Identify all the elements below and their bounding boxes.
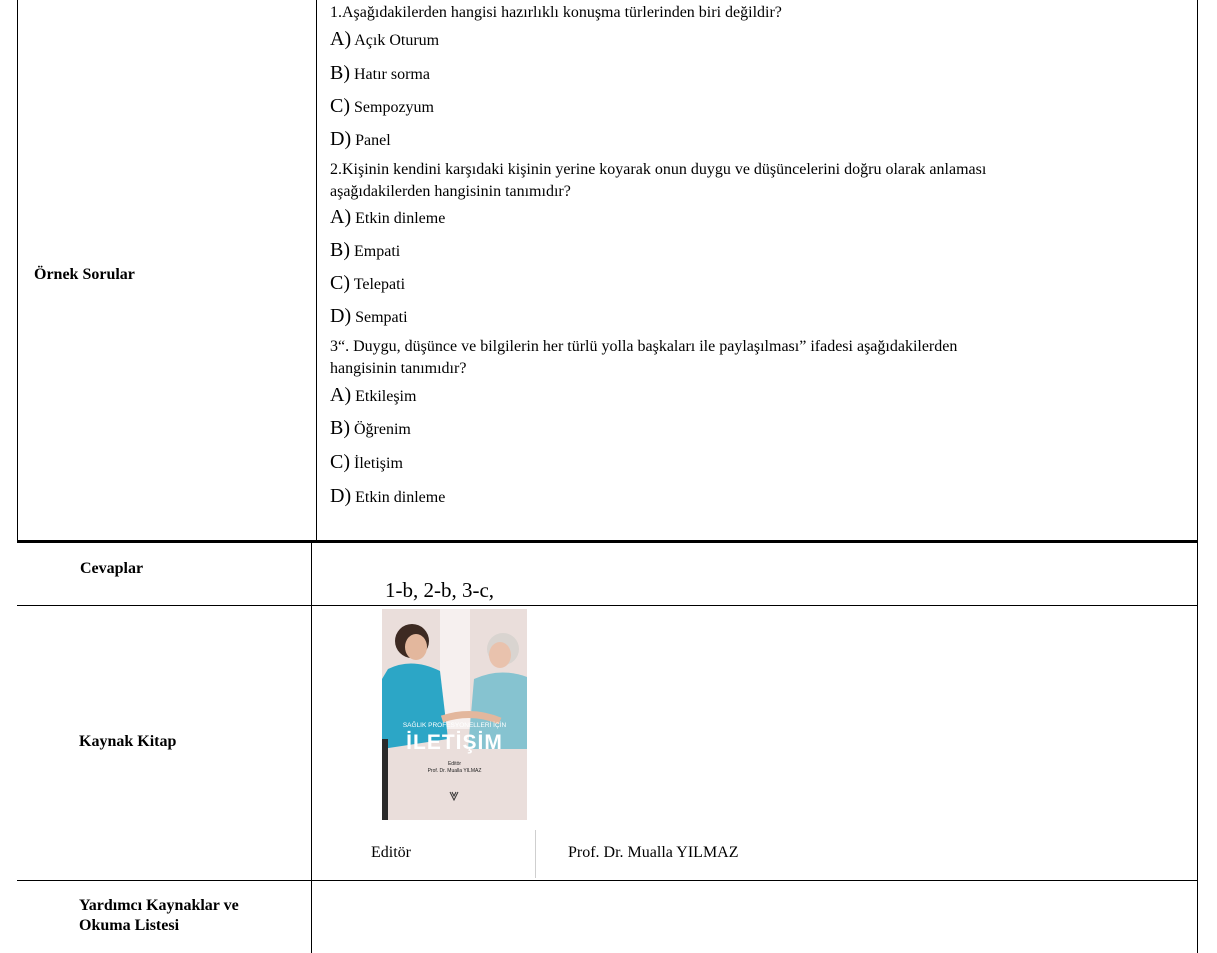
q2-option-d — [330, 305, 408, 329]
publisher-logo-icon — [448, 789, 460, 801]
yardimci-label-line1: Yardımcı Kaynaklar ve — [79, 897, 239, 914]
question-2-line-2: aşağıdakilerden hangisinin tanımıdır? — [330, 183, 571, 200]
option-letter: B) — [330, 239, 350, 261]
option-text: Etkin dinleme — [355, 210, 446, 227]
option-text: Empati — [354, 243, 401, 260]
option-text: Panel — [355, 132, 391, 149]
option-letter: D) — [330, 305, 352, 327]
inner-divider-bottom — [311, 542, 312, 953]
inner-divider-top — [316, 0, 317, 540]
ornek-sorular-label: Örnek Sorular — [34, 266, 135, 283]
cover-title: İLETİŞİM — [406, 731, 503, 754]
option-text: Öğrenim — [354, 421, 411, 438]
option-text: Açık Oturum — [354, 32, 440, 49]
cover-editor-name: Prof. Dr. Mualla YILMAZ — [427, 768, 482, 774]
option-text: Etkileşim — [355, 388, 417, 405]
question-1-text: 1.Aşağıdakilerden hangisi hazırlıklı konuşma türlerinden biri değildir? — [330, 4, 782, 21]
option-text: Hatır sorma — [354, 66, 430, 83]
option-letter: C) — [330, 451, 350, 473]
option-text: İletişim — [354, 455, 403, 472]
cover-editor-label: Editör — [447, 761, 462, 767]
question-2-line-1: 2.Kişinin kendini karşıdaki kişinin yerine koyarak onun duygu ve düşüncelerini doğru olarak anlaması — [330, 161, 987, 178]
cevaplar-label: Cevaplar — [80, 560, 144, 577]
option-text: Etkin dinleme — [355, 489, 446, 506]
row-divider-2 — [17, 605, 1198, 606]
option-letter: B) — [330, 417, 350, 439]
q1-option-c — [330, 95, 434, 119]
yardimci-label-line2: Okuma Listesi — [79, 917, 180, 934]
q1-option-d — [330, 128, 391, 152]
editor-name: Prof. Dr. Mualla YILMAZ — [568, 844, 739, 861]
q1-option-b — [330, 62, 430, 86]
question-3-line-1: 3“. Duygu, düşünce ve bilgilerin her türlü yolla başkaları ile paylaşılması” ifadesi aşağıdakilerden — [330, 338, 958, 355]
q2-option-b — [330, 239, 400, 263]
kaynak-kitap-label: Kaynak Kitap — [79, 733, 177, 750]
q3-option-a — [330, 384, 416, 408]
row-divider-3 — [17, 880, 1198, 881]
option-letter: A) — [330, 28, 352, 50]
row-divider-1 — [17, 540, 1198, 543]
option-text: Sempozyum — [354, 99, 434, 116]
editor-cell-divider — [535, 830, 536, 878]
option-text: Sempati — [355, 309, 408, 326]
cover-top-text: SAĞLIK PROFESYONELLERİ İÇİN — [402, 722, 507, 729]
option-text: Telepati — [353, 276, 406, 293]
option-letter: A) — [330, 206, 352, 228]
option-letter: C) — [330, 272, 350, 294]
table-border-left — [17, 0, 18, 540]
option-letter: A) — [330, 384, 352, 406]
option-letter: C) — [330, 95, 350, 117]
q1-option-a — [330, 28, 439, 52]
q2-option-a — [330, 206, 445, 230]
q3-option-b — [330, 417, 411, 441]
q2-option-c — [330, 272, 405, 296]
option-letter: D) — [330, 128, 352, 150]
q3-option-d — [330, 485, 445, 509]
option-letter: B) — [330, 62, 350, 84]
q3-option-c — [330, 451, 403, 475]
option-letter: D) — [330, 485, 352, 507]
editor-label: Editör — [371, 844, 411, 861]
table-border-right — [1197, 0, 1198, 953]
answers-text: 1-b, 2-b, 3-c, — [385, 578, 495, 602]
book-cover-image — [382, 609, 527, 820]
question-3-line-2: hangisinin tanımıdır? — [330, 360, 467, 377]
